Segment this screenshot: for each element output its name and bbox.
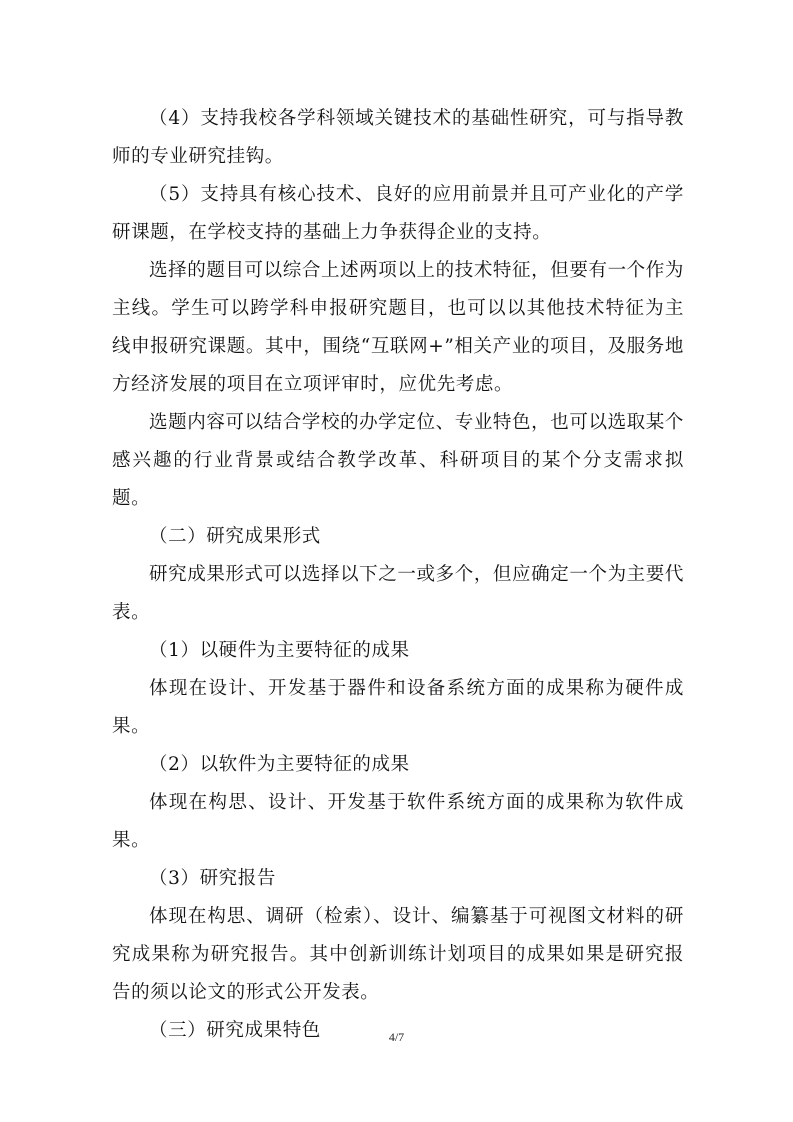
paragraph-research-report: 体现在构思、调研（检索）、设计、编纂基于可视图文材料的研究成果称为研究报告。其中创新训练计划项目的成果如果是研究报告的须以论文的形式公开发表。 <box>112 906 684 1003</box>
paragraph-hardware: 体现在设计、开发基于器件和设备系统方面的成果称为硬件成果。 <box>112 678 684 737</box>
subheading-research-report: （3）研究报告 <box>149 868 276 889</box>
subheading-software: （2）以软件为主要特征的成果 <box>149 754 410 775</box>
paragraph-topic-content: 选题内容可以结合学校的办学定位、专业特色，也可以选取某个感兴趣的行业背景或结合教学改革、科研项目的某个分支需求拟题。 <box>112 412 684 509</box>
subheading-hardware: （1）以硬件为主要特征的成果 <box>149 640 410 661</box>
paragraph-item-5: （5）支持具有核心技术、良好的应用前景并且可产业化的产学研课题，在学校支持的基础上力争获得企业的支持。 <box>112 184 684 243</box>
paragraph-result-forms: 研究成果形式可以选择以下之一或多个，但应确定一个为主要代表。 <box>112 564 684 623</box>
page-number: 4/7 <box>388 1030 405 1044</box>
section-heading-result-features: （三）研究成果特色 <box>149 1020 321 1041</box>
document-body <box>112 100 684 1050</box>
paragraph-topic-selection: 选择的题目可以综合上述两项以上的技术特征，但要有一个作为主线。学生可以跨学科申报研究题目，也可以以其他技术特征为主线申报研究课题。其中，围绕“互联网+”相关产业的项目，及服务地方经济发展的项目在立项评审时，应优先考虑。 <box>112 260 684 395</box>
paragraph-software: 体现在构思、设计、开发基于软件系统方面的成果称为软件成果。 <box>112 792 684 851</box>
section-heading-result-forms: （二）研究成果形式 <box>149 526 321 547</box>
paragraph-item-4: （4）支持我校各学科领域关键技术的基础性研究，可与指导教师的专业研究挂钩。 <box>112 108 684 167</box>
